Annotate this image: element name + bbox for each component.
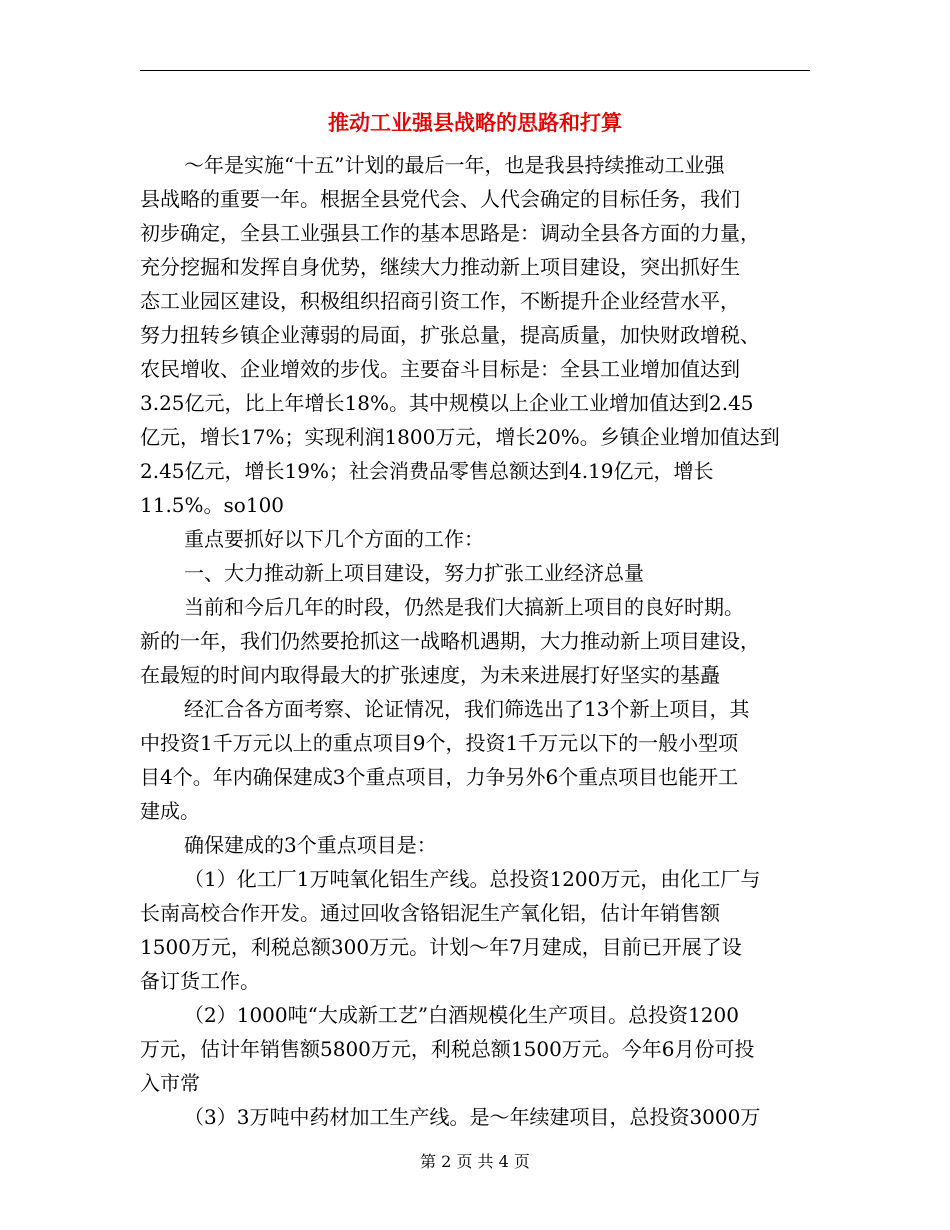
section-heading: 一、大力推动新上项目建设，努力扩张工业经济总量 [184, 561, 644, 585]
text-line: 长南高校合作开发。通过回收含铬铝泥生产氧化铝，估计年销售额 [140, 901, 720, 925]
text-line: 重点要抓好以下几个方面的工作： [184, 527, 484, 551]
text-line: 入市常 [140, 1071, 200, 1095]
text-line: 1500万元，利税总额300万元。计划～年7月建成，目前已开展了设 [140, 935, 742, 959]
text-line: 县战略的重要一年。根据全县党代会、人代会确定的目标任务，我们 [140, 187, 740, 211]
text-line: 建成。 [140, 799, 200, 823]
text-line: 努力扭转乡镇企业薄弱的局面，扩张总量，提高质量，加快财政增税、 [140, 323, 760, 347]
text-line: 2.45亿元，增长19%；社会消费品零售总额达到4.19亿元，增长 [140, 459, 714, 483]
text-line: 备订货工作。 [140, 969, 260, 993]
text-line: 当前和今后几年的时段，仍然是我们大搞新上项目的良好时期。 [184, 595, 744, 619]
page-number-footer: 第 2 页 共 4 页 [420, 1152, 530, 1171]
list-item: （1）化工厂1万吨氧化铝生产线。总投资1200万元，由化工厂与 [184, 867, 761, 891]
text-line: 3.25亿元，比上年增长18%。其中规模以上企业工业增加值达到2.45 [140, 391, 754, 415]
text-line: 农民增收、企业增效的步伐。主要奋斗目标是：全县工业增加值达到 [140, 357, 740, 381]
text-line: 态工业园区建设，积极组织招商引资工作，不断提升企业经营水平， [140, 289, 740, 313]
text-line: 中投资1千万元以上的重点项目9个，投资1千万元以下的一般小型项 [140, 731, 739, 755]
text-line: 经汇合各方面考察、论证情况，我们筛选出了13个新上项目，其 [184, 697, 750, 721]
text-line: 充分挖掘和发挥自身优势，继续大力推动新上项目建设，突出抓好生 [140, 255, 740, 279]
list-item: （3）3万吨中药材加工生产线。是～年续建项目，总投资3000万 [184, 1105, 761, 1129]
text-line: 新的一年，我们仍然要抢抓这一战略机遇期，大力推动新上项目建设， [140, 629, 760, 653]
list-item: （2）1000吨“大成新工艺”白酒规模化生产项目。总投资1200 [184, 1003, 739, 1027]
document-body [140, 148, 810, 1134]
text-line: 万元，估计年销售额5800万元，利税总额1500万元。今年6月份可投 [140, 1037, 755, 1061]
text-line: 确保建成的3个重点项目是： [184, 833, 437, 857]
header-rule [140, 70, 810, 71]
text-line: 初步确定，全县工业强县工作的基本思路是：调动全县各方面的力量， [140, 221, 760, 245]
text-line: ～年是实施“十五”计划的最后一年，也是我县持续推动工业强 [184, 153, 725, 177]
document-title: 推动工业强县战略的思路和打算 [328, 110, 622, 135]
text-line: 在最短的时间内取得最大的扩张速度，为未来进展打好坚实的基矗 [140, 663, 720, 687]
text-line: 亿元，增长17%；实现利润1800万元，增长20%。乡镇企业增加值达到 [140, 425, 780, 449]
text-line: 11.5%。so100 [140, 493, 285, 517]
text-line: 目4个。年内确保建成3个重点项目，力争另外6个重点项目也能开工 [140, 765, 739, 789]
